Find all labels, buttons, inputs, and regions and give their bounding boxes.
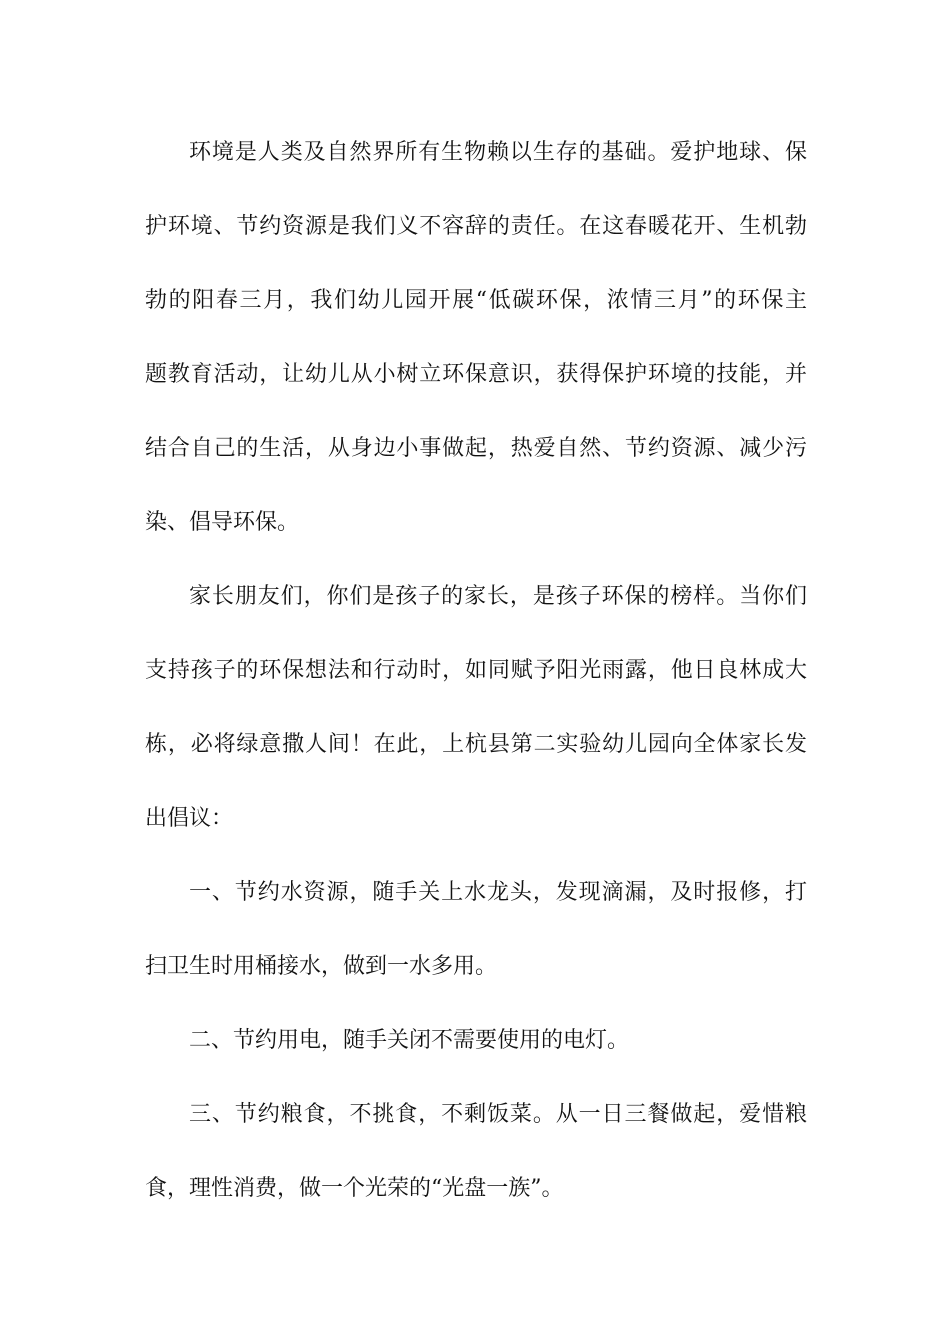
paragraph-3-line-2: 扫卫生时用桶接水，做到一水多用。 [145,954,498,979]
paragraph-1-line-5: 结合自己的生活，从身边小事做起，热爱自然、节约资源、减少污 [145,436,807,461]
paragraph-4-line-1: 二、节约用电，随手关闭不需要使用的电灯。 [189,1028,630,1053]
paragraph-2-line-1: 家长朋友们，你们是孩子的家长，是孩子环保的榜样。当你们 [189,584,807,609]
paragraph-5-line-2: 食，理性消费，做一个光荣的“光盘一族”。 [145,1176,564,1201]
paragraph-1-line-3: 勃的阳春三月，我们幼儿园开展“低碳环保，浓情三月”的环保主 [145,288,807,313]
paragraph-2-line-2: 支持孩子的环保想法和行动时，如同赋予阳光雨露，他日良林成大 [145,658,807,683]
paragraph-3-line-1: 一、节约水资源，随手关上水龙头，发现滴漏，及时报修，打 [189,880,807,905]
paragraph-5-line-1: 三、节约粮食，不挑食，不剩饭菜。从一日三餐做起，爱惜粮 [189,1102,807,1127]
paragraph-1-line-2: 护环境、节约资源是我们义不容辞的责任。在这春暖花开、生机勃 [145,214,807,239]
paragraph-1-line-1: 环境是人类及自然界所有生物赖以生存的基础。爱护地球、保 [189,140,807,165]
paragraph-2-line-3: 栋，必将绿意撒人间！在此，上杭县第二实验幼儿园向全体家长发 [145,732,807,757]
paragraph-1-line-4: 题教育活动，让幼儿从小树立环保意识，获得保护环境的技能，并 [145,362,807,387]
paragraph-2-line-4: 出倡议： [145,806,234,831]
paragraph-1-line-6: 染、倡导环保。 [145,510,300,535]
document-body [145,134,807,1244]
